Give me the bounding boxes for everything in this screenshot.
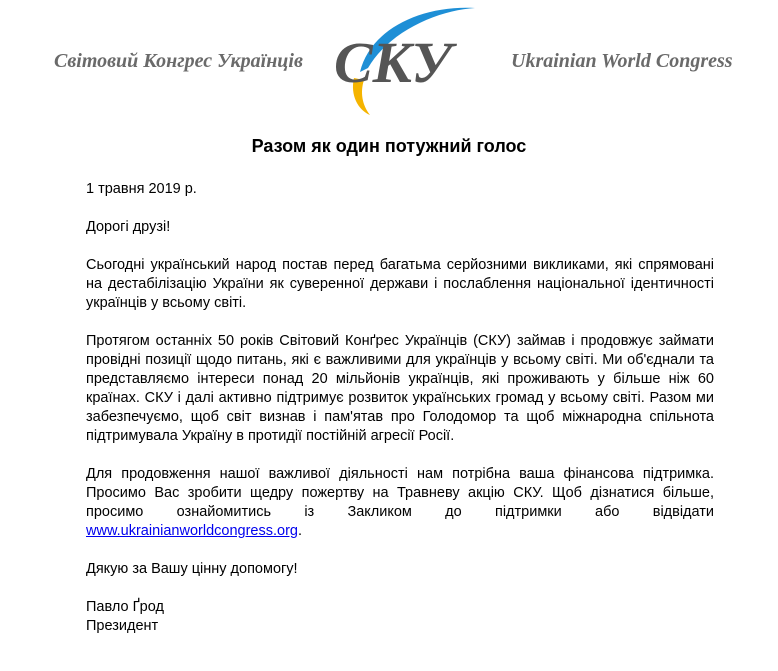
paragraph-history: Протягом останніх 50 років Світовий Конґрес Українців (СКУ) займав і продовжує займати провідні позиції щодо питань, які є важливими для українців у всьому світі. Ми об'єднали та представляємо інтереси понад 20 мільйонів українців, які проживають у більше ніж 60 країнах. СКУ і далі активно підтримує розвиток українських громад у всьому світі. Разом ми забезпечуємо, щоб світ визнав і пам'ятав про Голодомор та щоб міжнародна спільнота підтримувала Україну в протидії постійній агресії Росії. <box>86 333 714 444</box>
letterhead <box>0 0 778 120</box>
signature-block <box>86 598 714 636</box>
letter-date: 1 травня 2019 р. <box>86 181 197 197</box>
letter-headline: Разом як один потужний голос <box>251 136 527 156</box>
appeal-text: Для продовження нашої важливої діяльності нам потрібна ваша фінансова підтримка. Просимо Вас зробити щедру пожертву на Травневу акцію СКУ. Щоб дізнатися більше, просимо ознайомитись із Закликом до підтримки або відвідати <box>86 466 714 520</box>
logo-text: СКУ <box>334 30 452 95</box>
letter-closing: Дякую за Вашу цінну допомогу! <box>86 561 298 577</box>
letter-greeting: Дорогі друзі! <box>86 219 171 235</box>
signature-title: Президент <box>86 618 159 634</box>
website-link[interactable]: www.ukrainianworldcongress.org <box>86 523 298 539</box>
paragraph-challenges: Сьогодні український народ постав перед багатьма серйозними викликами, які спрямовані на дестабілізацію України як суверенної держави і послаблення національної ідентичності українців у всьому світі. <box>86 257 714 311</box>
uwc-logo-graphic <box>330 0 490 118</box>
signature-name: Павло Ґрод <box>86 599 164 615</box>
uwc-logo <box>330 0 490 118</box>
org-name-ukrainian: Світовий Конгрес Українців <box>54 50 303 72</box>
paragraph-appeal <box>86 465 714 541</box>
org-name-english: Ukrainian World Congress <box>511 50 733 72</box>
letter-body <box>86 180 714 636</box>
appeal-suffix: . <box>297 523 302 539</box>
